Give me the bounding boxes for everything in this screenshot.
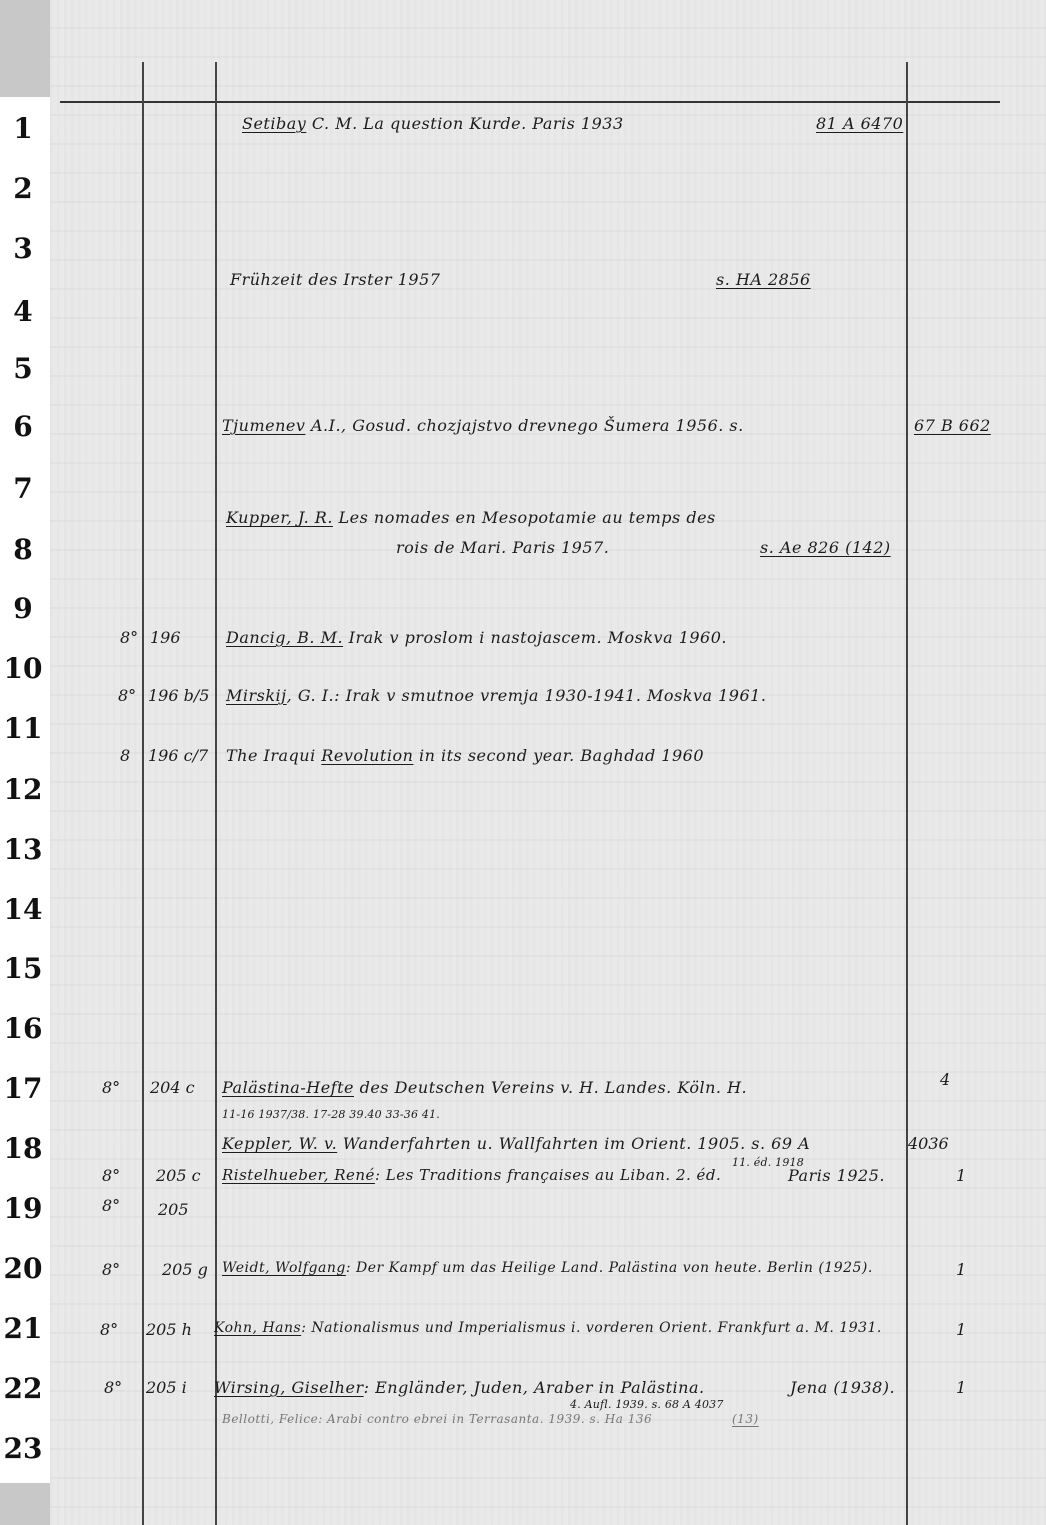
shelf-mark: s. HA 2856 [716,270,811,289]
format-mark: 8° [102,1260,121,1279]
entry-22b: Bellotti, Felice: Arabi contro ebrei in Terrasanta. 1939. s. Ha 136 [222,1412,653,1426]
call-number: 205 [158,1200,189,1219]
column-rule-format [142,62,144,1525]
copy-count: 4 [940,1070,951,1089]
entry-author: Wirsing, Giselher [214,1378,364,1397]
line-number: 21 [3,1312,43,1345]
entry-title: : Nationalismus und Imperialismus i. vorderen Orient. Frankfurt a. M. 1931. [301,1320,882,1336]
line-number: 19 [3,1192,43,1225]
entry-author: Ristelhueber, René [222,1166,375,1184]
entry-22 [214,1378,705,1397]
entry-17 [222,1078,747,1097]
line-number: 3 [13,232,33,265]
call-number: 196 [150,628,181,647]
column-rule-callno [215,62,217,1525]
entry-7 [226,508,716,527]
line-number-gutter [0,0,50,1525]
format-mark: 8° [104,1378,123,1397]
format-mark: 8° [100,1320,119,1339]
call-number: 196 b/5 [148,686,210,705]
entry-author: Tjumenev [222,416,306,435]
entry-1 [242,114,624,133]
shelf-mark: 67 B 662 [914,416,991,435]
entry-title: C. M. La question Kurde. Paris 1933 [306,114,624,133]
line-number: 18 [3,1132,43,1165]
entry-author: Mirskij [226,686,287,705]
entry-title: Irak v proslom i nastojascem. Moskva 1960. [343,628,727,647]
line-number: 8 [13,533,33,566]
format-mark: 8° [120,628,139,647]
line-number: 17 [3,1072,43,1105]
entry-3: Frühzeit des Irster 1957 [230,270,441,289]
format-mark: 8° [102,1196,121,1215]
edition-note: 11. éd. 1918 [732,1156,804,1169]
gutter-top-band [0,0,50,97]
entry-title-prefix: The Iraqui [226,746,322,765]
entry-author: Setibay [242,114,307,133]
format-mark: 8° [102,1166,121,1185]
entry-author: Palästina-Hefte [222,1078,354,1097]
imprint: Jena (1938). [790,1378,896,1397]
entry-20 [222,1260,873,1276]
entry-author: Kupper, J. R. [226,508,333,527]
entry-title: : Engländer, Juden, Araber in Palästina. [363,1378,705,1397]
entry-keyword: Revolution [321,746,414,765]
shelf-mark: s. Ae 826 (142) [760,538,891,557]
gutter-bottom-band [0,1483,50,1525]
entry-title: Wanderfahrten u. Wallfahrten im Orient. 1905. s. 69 A [337,1134,811,1153]
line-number: 1 [13,112,33,145]
call-number: 196 c/7 [148,746,209,765]
entry-18 [222,1134,810,1153]
shelf-number: 4036 [908,1134,949,1153]
entry-title: in its second year. Baghdad 1960 [413,746,705,765]
copy-count: 1 [956,1260,967,1279]
call-number: 205 h [146,1320,192,1339]
entry-9 [226,628,727,647]
entry-title: : Der Kampf um das Heilige Land. Palästina von heute. Berlin (1925). [345,1260,873,1276]
line-number: 4 [13,295,33,328]
edition-note: 4. Aufl. 1939. s. 68 A 4037 [570,1398,724,1411]
copy-count: 1 [956,1166,967,1185]
line-number: 22 [3,1372,43,1405]
shelf-mark: 81 A 6470 [816,114,904,133]
line-number: 2 [13,172,33,205]
line-number: 14 [3,893,43,926]
entry-11 [226,746,704,765]
format-mark: 8° [102,1078,121,1097]
call-number: 205 g [162,1260,208,1279]
entry-17-holdings: 11-16 1937/38. 17-28 39.40 33-36 41. [222,1108,440,1121]
entry-author: Kohn, Hans [214,1320,302,1336]
format-mark: 8 [120,746,131,765]
column-rule-right [906,62,908,1525]
call-number: 205 i [146,1378,187,1397]
shelf-mark: (13) [732,1412,759,1426]
entry-title: A.I., Gosud. chozjajstvo drevnego Šumera 1956. s. [305,416,744,435]
line-number: 13 [3,833,43,866]
line-number: 11 [3,712,43,745]
entry-title: , G. I.: Irak v smutnoe vremja 1930-1941. Moskva 1961. [286,686,767,705]
line-number: 23 [3,1432,43,1465]
entry-title: Les nomades en Mesopotamie au temps des [332,508,716,527]
entry-author: Dancig, B. M. [226,628,344,647]
ledger-page [50,0,1046,1525]
entry-title: : Les Traditions françaises au Liban. 2. éd. [374,1166,722,1184]
line-number: 9 [13,592,33,625]
entry-18b [222,1166,721,1184]
entry-21 [214,1320,882,1336]
line-number: 12 [3,773,43,806]
entry-author: Keppler, W. v. [222,1134,338,1153]
line-number: 6 [13,410,33,443]
call-number: 205 c [156,1166,201,1185]
call-number: 204 c [150,1078,195,1097]
line-number: 7 [13,472,33,505]
line-number: 20 [3,1252,43,1285]
entry-7-cont: rois de Mari. Paris 1957. [396,538,610,557]
entry-6 [222,416,744,435]
line-number: 15 [3,952,43,985]
copy-count: 1 [956,1378,967,1397]
header-rule [60,101,1000,103]
copy-count: 1 [956,1320,967,1339]
entry-title: des Deutschen Vereins v. H. Landes. Köln. H. [354,1078,748,1097]
imprint: Paris 1925. [788,1166,885,1185]
entry-author: Weidt, Wolfgang [222,1260,346,1276]
line-number: 10 [3,652,43,685]
line-number: 5 [13,352,33,385]
line-number: 16 [3,1012,43,1045]
format-mark: 8° [118,686,137,705]
entry-10 [226,686,766,705]
